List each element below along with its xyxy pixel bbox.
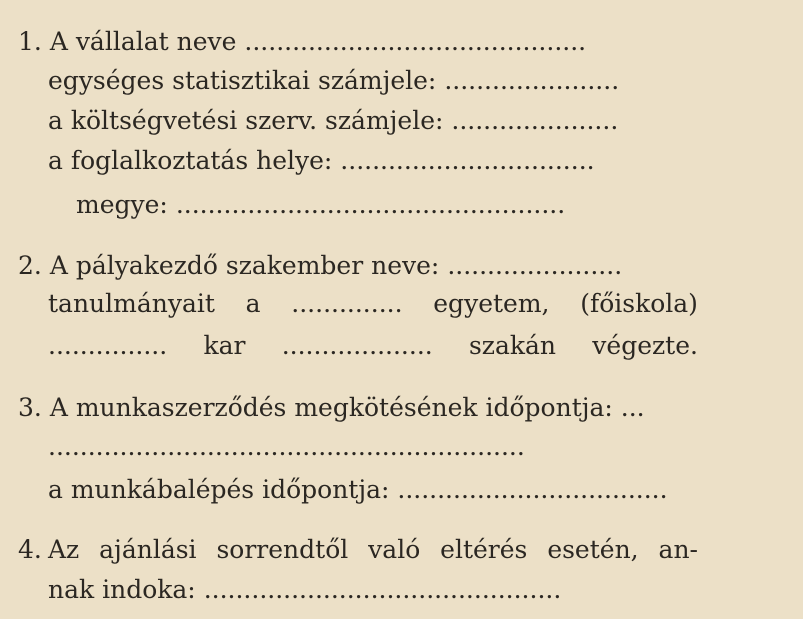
major-label: szakán bbox=[468, 331, 557, 360]
graduate-name-field[interactable]: ...................... bbox=[447, 251, 623, 280]
employment-place-field[interactable]: ................................ bbox=[340, 146, 595, 175]
college-label: (főiskola) bbox=[580, 289, 698, 318]
stat-number-label: egységes statisztikai számjele: bbox=[48, 66, 437, 95]
item-3-line-3 bbox=[48, 475, 668, 505]
word: eltérés bbox=[440, 535, 528, 564]
graduated-label: végezte. bbox=[592, 331, 698, 360]
county-label: megye: bbox=[76, 190, 168, 219]
faculty-field[interactable]: ............... bbox=[48, 331, 168, 360]
company-name-field[interactable]: ........................................... bbox=[244, 27, 587, 56]
word: ajánlási bbox=[99, 535, 197, 564]
item-3-line-2 bbox=[48, 432, 525, 462]
item-1-line-5 bbox=[76, 190, 565, 220]
item-2-line-3 bbox=[48, 331, 698, 361]
item-2-line-1 bbox=[18, 251, 622, 281]
item-number: 2. bbox=[18, 251, 42, 280]
item-1-line-3 bbox=[48, 106, 618, 136]
employment-place-label: a foglalkoztatás helye: bbox=[48, 146, 333, 175]
item-4-line-2 bbox=[48, 575, 561, 605]
contract-date-field-start[interactable]: ... bbox=[620, 393, 645, 422]
word: Az bbox=[48, 535, 80, 564]
word: sorrendtől bbox=[216, 535, 349, 564]
deviation-text bbox=[48, 535, 698, 565]
start-date-label: a munkábalépés időpontja: bbox=[48, 475, 390, 504]
item-1-line-4 bbox=[48, 146, 595, 176]
university-label: egyetem, bbox=[433, 289, 550, 318]
university-field[interactable]: .............. bbox=[291, 289, 403, 318]
studies-article: a bbox=[245, 289, 261, 318]
county-field[interactable]: ................................................. bbox=[175, 190, 566, 219]
item-number: 1. bbox=[18, 27, 42, 56]
graduate-name-label: A pályakezdő szakember neve: bbox=[49, 251, 440, 280]
contract-date-label: A munkaszerződés megkötésének időpontja: bbox=[49, 393, 613, 422]
company-name-label: A vállalat neve bbox=[49, 27, 237, 56]
budget-org-number-field[interactable]: ..................... bbox=[451, 106, 619, 135]
studies-label: tanulmányait bbox=[48, 289, 215, 318]
faculty-label: kar bbox=[203, 331, 246, 360]
start-date-field[interactable]: .................................. bbox=[397, 475, 668, 504]
item-3-line-1 bbox=[18, 393, 645, 423]
word: esetén, bbox=[547, 535, 639, 564]
item-2-line-2 bbox=[48, 289, 698, 319]
budget-org-number-label: a költségvetési szerv. számjele: bbox=[48, 106, 444, 135]
item-1-line-2 bbox=[48, 66, 619, 96]
reason-label: nak indoka: bbox=[48, 575, 196, 604]
word: való bbox=[368, 535, 421, 564]
item-1-line-1 bbox=[18, 27, 586, 57]
contract-date-field[interactable]: ............................................................ bbox=[48, 432, 525, 461]
stat-number-field[interactable]: ...................... bbox=[444, 66, 620, 95]
item-number: 4. bbox=[18, 535, 42, 564]
word: an- bbox=[658, 535, 698, 564]
reason-field[interactable]: ............................................. bbox=[203, 575, 562, 604]
item-number: 3. bbox=[18, 393, 42, 422]
major-field[interactable]: ................... bbox=[281, 331, 433, 360]
